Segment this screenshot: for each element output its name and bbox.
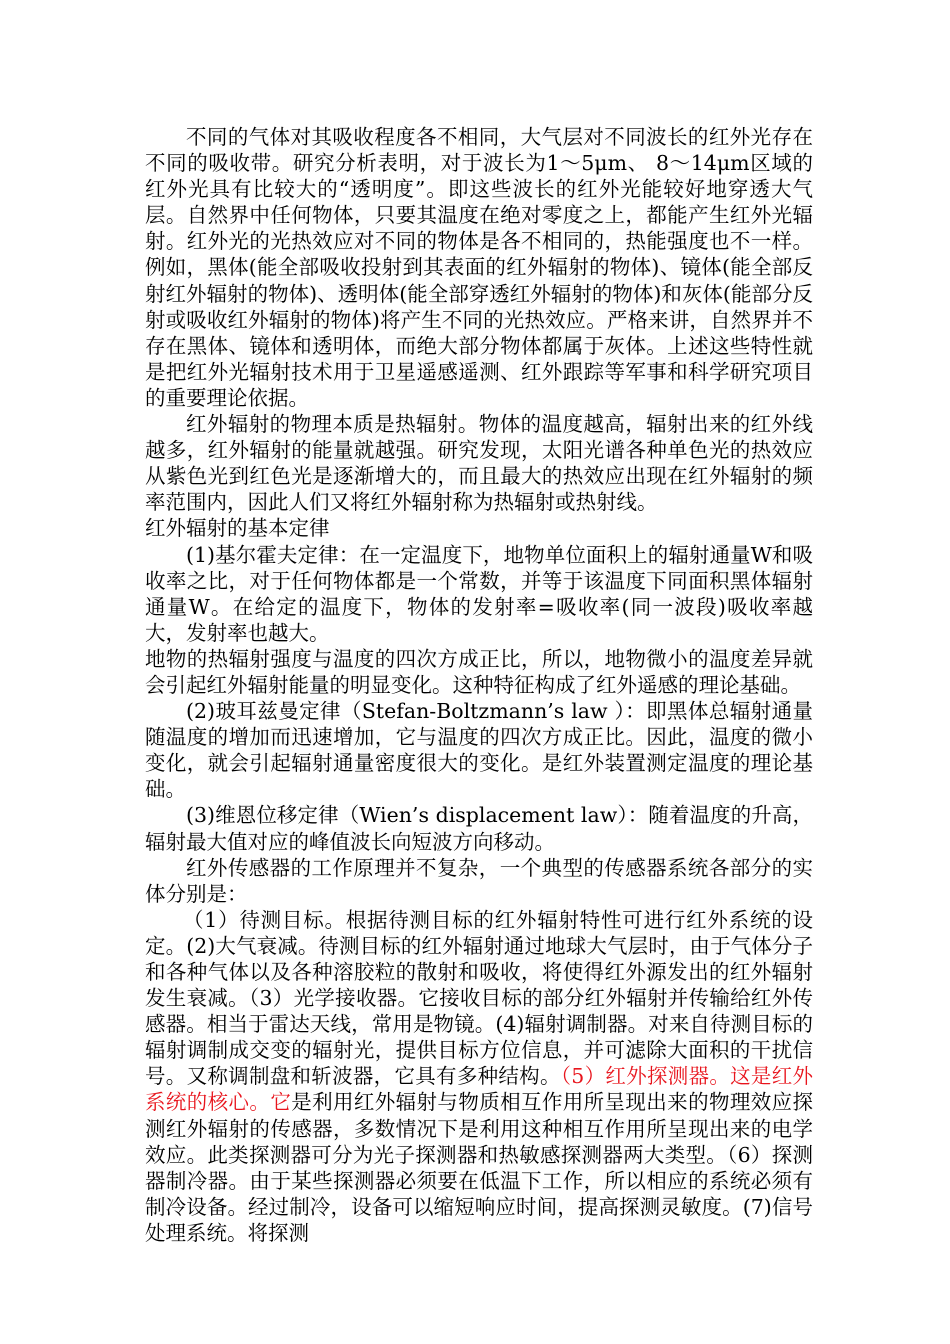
paragraph-kirchhoff-law: (1)基尔霍夫定律：在一定温度下，地物单位面积上的辐射通量W和吸收率之比，对于任何物体都是一个常数，并等于该温度下同面积黑体辐射通量W。在给定的温度下，物体的发射率=吸收率(同一波段)吸收率越大，发射率也越大。 bbox=[145, 542, 813, 645]
components-text-after: 是利用红外辐射与物质相互作用所呈现出来的物理效应探测红外辐射的传感器，多数情况下是利用这种相互作用所呈现出来的电学效应。此类探测器可分为光子探测器和热敏感探测器两大类型。（6）探测器制冷器。由于某些探测器必须要在低温下工作，所以相应的系统必须有制冷设备。经过制冷，设备可以缩短响应时间，提高探测灵敏度。(7)信号处理系统。将探测 bbox=[145, 1090, 814, 1245]
paragraph-wien-law: (3)维恩位移定律（Wien’s displacement law）：随着温度的升高，辐射最大值对应的峰值波长向短波方向移动。 bbox=[145, 803, 813, 854]
paragraph-sensor-components bbox=[145, 907, 813, 1246]
paragraph-sensor-principle: 红外传感器的工作原理并不复杂，一个典型的传感器系统各部分的实体分别是： bbox=[145, 855, 813, 906]
section-heading-basic-laws: 红外辐射的基本定律 bbox=[145, 516, 330, 541]
highlighted-detector-text: （5）红外探测器。这是红外系统的核心。它 bbox=[145, 1064, 814, 1115]
paragraph-stefan-boltzmann-law: (2)玻耳兹曼定律（Stefan-Boltzmann’s law ）：即黑体总辐射通量随温度的增加而迅速增加，它与温度的四次方成正比。因此，温度的微小变化，就会引起辐射通量密度很大的变化。是红外装置测定温度的理论基础。 bbox=[145, 699, 813, 802]
paragraph-atmospheric-absorption: 不同的气体对其吸收程度各不相同，大气层对不同波长的红外光存在不同的吸收带。研究分析表明，对于波长为1～5μm、 8～14μm区域的红外光具有比较大的“透明度”。即这些波长的红外光能较好地穿透大气层。自然界中任何物体，只要其温度在绝对零度之上，都能产生红外光辐射。红外光的光热效应对不同的物体是各不相同的，热能强度也不一样。例如，黑体(能全部吸收投射到其表面的红外辐射的物体)、镜体(能全部反射红外辐射的物体)、透明体(能全部穿透红外辐射的物体)和灰体(能部分反射或吸收红外辐射的物体)将产生不同的光热效应。严格来讲，自然界并不存在黑体、镜体和透明体，而绝大部分物体都属于灰体。上述这些特性就是把红外光辐射技术用于卫星遥感遥测、红外跟踪等军事和科学研究项目的重要理论依据。 bbox=[145, 125, 813, 410]
document-body bbox=[145, 124, 813, 1246]
paragraph-thermal-radiation: 红外辐射的物理本质是热辐射。物体的温度越高，辐射出来的红外线越多，红外辐射的能量就越强。研究发现，太阳光谱各种单色光的热效应从紫色光到红色光是逐渐增大的，而且最大的热效应出现在红外辐射的频率范围内，因此人们又将红外辐射称为热辐射或热射线。 bbox=[145, 412, 813, 515]
components-text-before: （1）待测目标。根据待测目标的红外辐射特性可进行红外系统的设定。(2)大气衰减。待测目标的红外辐射通过地球大气层时，由于气体分子和各种气体以及各种溶胶粒的散射和吸收，将使得红外源发出的红外辐射发生衰减。（3）光学接收器。它接收目标的部分红外辐射并传输给红外传感器。相当于雷达天线，常用是物镜。(4)辐射调制器。对来自待测目标的辐射调制成交变的辐射光，提供目标方位信息，并可滤除大面积的干扰信号。又称调制盘和斩波器，它具有多种结构。 bbox=[145, 907, 813, 1089]
paragraph-fourth-power: 地物的热辐射强度与温度的四次方成正比，所以，地物微小的温度差异就会引起红外辐射能量的明显变化。这种特征构成了红外遥感的理论基础。 bbox=[145, 646, 813, 697]
